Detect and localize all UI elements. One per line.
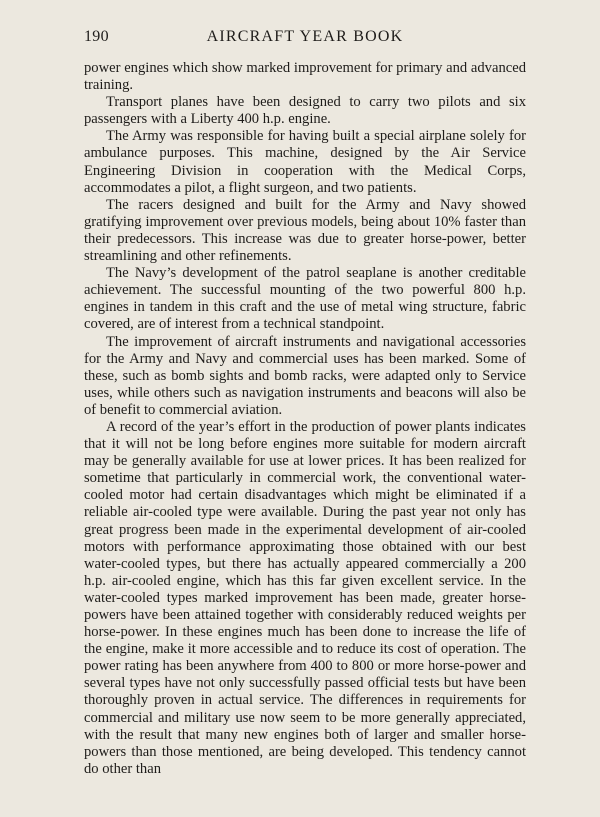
paragraph-transport-planes: Transport planes have been designed to carry two pilots and six passengers with a Liberty 400 h.p. engine. — [84, 94, 526, 128]
running-title: AIRCRAFT YEAR BOOK — [206, 28, 404, 45]
page-number: 190 — [84, 28, 109, 45]
paragraph-racers: The racers designed and built for the Army and Navy showed gratifying improvement over previous models, being about 10% faster than their predecessors. This increase was due to greater horse-power, better streamlining and other refinements. — [84, 196, 526, 265]
paragraph-ambulance-airplane: The Army was responsible for having built a special airplane solely for ambulance purposes. This machine, designed by the Air Service Engineering Division in cooperation with the Medical Corps, accommodates a pilot, a flight surgeon, and two patients. — [84, 128, 526, 196]
paragraph-instruments: The improvement of aircraft instruments and navigational accessories for the Army and Navy and commercial uses has been marked. Some of these, such as bomb sights and bomb racks, were adapted only to Service uses, while others such as navigation instruments and beacons will also be of benefit to commercial aviation. — [84, 333, 526, 418]
paragraph-power-plants: A record of the year’s effort in the production of power plants indicates that it will not be long before engines more suitable for modern aircraft may be generally available for use at lower prices. It has been realized for sometime that particularly in commercial work, the conventional water-cooled motor had certain disadvantages which might be eliminated if a reliable air-cooled type were available. During the past year not only has great progress been made in the experimental development of air-cooled motors with performance approximating those obtained with our best water-cooled types, but there has actually appeared commercially a 200 h.p. air-cooled engine, which has this far given excellent service. In the water-cooled types marked improvement has been made, greater horse-powers have been attained together with considerably reduced weights per horse-power. In these engines much has been done to increase the life of the engine, make it more accessible and to reduce its cost of operation. The power rating has been anywhere from 400 to 800 or more horse-power and several types have not only successfully passed official tests but have been thoroughly proven in actual service. The differences in requirements for commercial and military use now seem to be more generally appreciated, with the result that many new engines both of larger and smaller horse-powers than those mentioned, are being developed. This tendency cannot do other than — [84, 418, 526, 777]
paragraph-patrol-seaplane: The Navy’s development of the patrol seaplane is another creditable achievement. The successful mounting of the two powerful 800 h.p. engines in tandem in this craft and the use of metal wing structure, fabric covered, are of interest from a technical standpoint. — [84, 265, 526, 333]
body-text — [84, 60, 526, 778]
paragraph-continued: power engines which show marked improvement for primary and advanced training. — [84, 60, 526, 94]
page-header — [84, 28, 526, 50]
